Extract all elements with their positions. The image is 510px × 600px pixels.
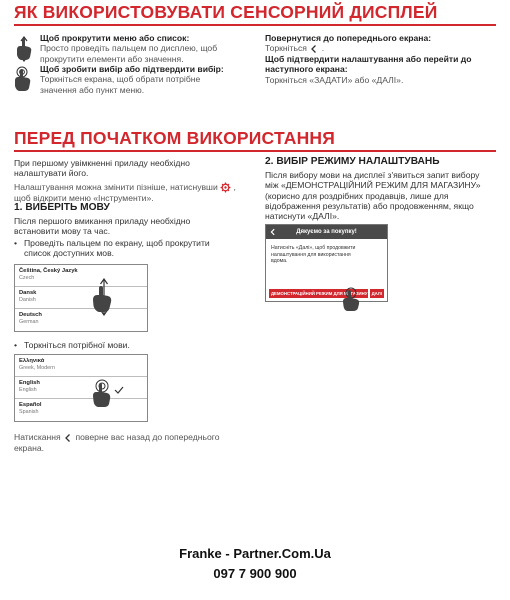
scroll-text-line: Просто проведіть пальцем по дисплею, щоб [40,43,218,54]
step1-bullet [14,238,254,259]
swipe-hand-icon [90,278,114,316]
language-list-select[interactable] [14,354,148,422]
step1-text-line: Після першого вмикання приладу необхідно [14,216,191,226]
intro-line: налаштувати його. [14,168,89,179]
tools-note [14,182,254,193]
scroll-text-line: прокрутити елементи або значення. [40,53,184,64]
language-name: Español [19,402,42,408]
step2-text-line: натиснути «ДАЛІ». [265,211,340,222]
footer-phone: 097 7 900 900 [213,566,297,581]
tools-note-text: Налаштування можна змінити пізніше, натиснувши [14,181,218,192]
section-divider [14,24,496,26]
confirm-heading-line: наступного екрана: [265,64,348,75]
step1-bullet-line: Торкніться потрібної мови. [24,340,130,350]
back-text-label: Торкніться [265,43,307,54]
step2-text-line: відображення результатів) або продовженням, якщо [265,200,474,211]
step2-text-line: Після вибору мови на дисплеї з'явиться запит вибору [265,170,480,180]
section-title-touch-display: ЯК ВИКОРИСТОВУВАТИ СЕНСОРНИЙ ДИСПЛЕЙ [14,2,438,22]
back-chevron-icon [63,433,73,443]
section-title-before-use: ПЕРЕД ПОЧАТКОМ ВИКОРИСТАННЯ [14,128,336,148]
step1-bullet-line: • Проведіть пальцем по екрану, щоб прокрутити [24,237,210,248]
dialog-body-line: налаштування для використання [271,251,351,258]
step2-text-line: між «ДЕМОНСТРАЦІЙНИЙ РЕЖИМ ДЛЯ МАГАЗИНУ» [265,180,481,191]
scroll-heading: Щоб прокрутити меню або список: [40,33,190,43]
language-subtitle: Spanish [19,409,39,415]
tools-note-comma: , [233,181,236,192]
step1-bullet-line: список доступних мов. [24,247,115,258]
language-item[interactable] [15,377,147,399]
step1-bullet [14,340,510,350]
language-name: Deutsch [19,312,42,318]
tools-note-line: щоб відкрити меню «Інструменти». [14,192,154,203]
language-subtitle: Greek, Modern [19,365,55,371]
back-note [14,432,254,453]
language-list-scroll[interactable] [14,264,148,332]
dialog-title: Дякуємо за покупку! [296,229,357,235]
confirm-text: Торкніться «ЗАДАТИ» або «ДАЛІ». [265,74,404,85]
dialog-body [266,239,387,265]
language-subtitle: German [19,319,39,325]
intro-line: При першому увімкненні приладу необхідно [14,158,190,168]
dialog-actions [269,289,384,298]
language-subtitle: English [19,387,37,393]
language-name: Ελληνικά [19,358,45,364]
language-name: English [19,380,40,386]
back-note-line: екрана. [14,442,45,453]
language-item[interactable] [15,399,147,421]
demo-mode-button[interactable]: ДЕМОНСТРАЦІЙНИЙ РЕЖИМ ДЛЯ МАГАЗИНУ [271,291,368,296]
language-item[interactable] [15,309,147,331]
swipe-hand-icon [13,36,35,62]
tap-hand-icon [90,378,116,408]
back-chevron-icon[interactable] [269,228,277,236]
tap-hand-icon [340,286,364,312]
language-item[interactable] [15,287,147,309]
dialog-body-line: Натисніть «Далі», щоб продовжити [271,245,356,251]
language-item[interactable] [15,355,147,377]
step1-title: 1. ВИБЕРІТЬ МОВУ [14,202,110,213]
back-heading: Повернутися до попереднього екрана: [265,33,432,43]
purchase-dialog [265,224,388,302]
step1-text-line: встановити мову та час. [14,226,111,237]
tap-hand-icon [12,66,36,92]
dialog-header [266,225,387,239]
back-chevron-icon [309,44,319,54]
back-text [265,43,500,54]
step2-text-line: (корисно для роздрібних продавців, лише для [265,190,449,201]
confirm-heading-line: Щоб підтвердити налаштування або перейти до [265,54,472,65]
language-subtitle: Danish [19,297,36,303]
select-heading: Щоб зробити вибір або підтвердити вибір: [40,64,224,74]
language-name: Čeština, Český Jazyk [19,268,78,274]
dialog-body-line: вдома. [271,258,288,265]
select-text-line: значення або пункт меню. [40,84,145,95]
back-note-text: поверне вас назад до попереднього [75,432,220,442]
gear-icon [220,182,231,193]
language-subtitle: Czech [19,275,35,281]
step2-title: 2. ВИБІР РЕЖИМУ НАЛАШТУВАНЬ [265,156,440,167]
language-name: Dansk [19,290,37,296]
footer-site: Franke - Partner.Com.Ua [179,546,331,561]
back-text-end: . [321,43,325,54]
select-text-line: Торкніться екрана, щоб обрати потрібне [40,74,201,85]
checkmark-icon [114,386,124,394]
language-item[interactable] [15,265,147,287]
section-divider [14,150,496,152]
back-note-text: Натискання [14,432,61,442]
step2-text [265,170,505,221]
next-button[interactable]: ДАЛІ [371,291,382,296]
